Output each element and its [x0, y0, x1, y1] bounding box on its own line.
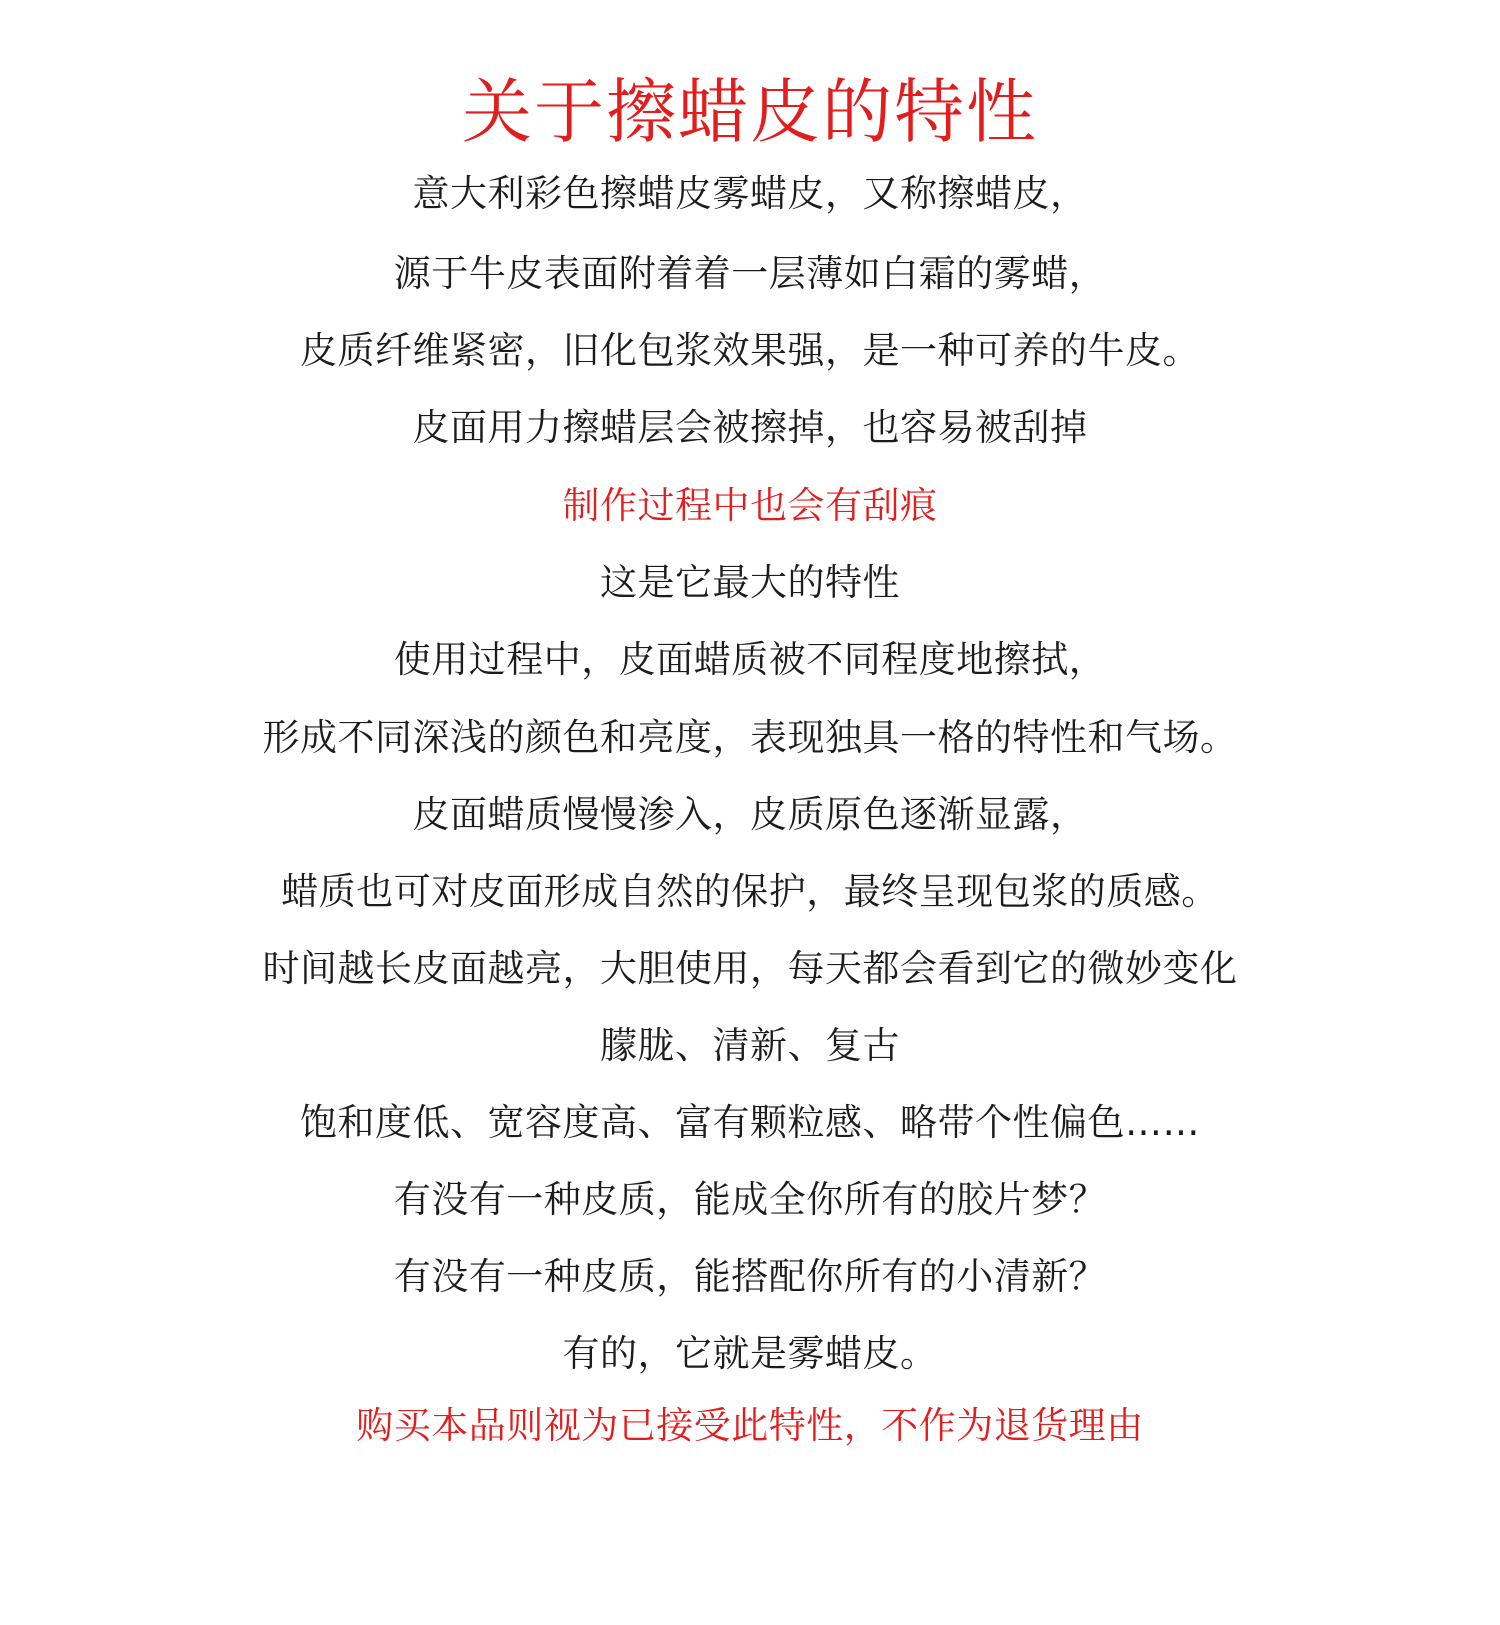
text-line: 皮面用力擦蜡层会被擦掉，也容易被刮掉: [412, 406, 1088, 449]
text-line: 朦胧、清新、复古: [600, 1024, 900, 1067]
text-line: 有的，它就是雾蜡皮。: [562, 1332, 938, 1375]
return-policy-notice: 购买本品则视为已接受此特性，不作为退货理由: [356, 1404, 1144, 1447]
text-line: 使用过程中，皮面蜡质被不同程度地擦拭，: [393, 638, 1107, 681]
text-line: 意大利彩色擦蜡皮雾蜡皮，又称擦蜡皮，: [412, 172, 1088, 215]
text-line: 饱和度低、宽容度高、富有颗粒感、略带个性偏色……: [300, 1101, 1200, 1144]
page-title: 关于擦蜡皮的特性: [462, 71, 1038, 153]
text-line: 形成不同深浅的颜色和亮度，表现独具一格的特性和气场。: [262, 716, 1238, 759]
text-line: 皮质纤维紧密，旧化包浆效果强，是一种可养的牛皮。: [300, 329, 1200, 372]
warning-line: 制作过程中也会有刮痕: [562, 484, 938, 527]
text-line: 有没有一种皮质，能成全你所有的胶片梦？: [393, 1178, 1107, 1221]
text-line: 皮面蜡质慢慢渗入，皮质原色逐渐显露，: [412, 793, 1088, 836]
text-line: 这是它最大的特性: [600, 561, 900, 604]
text-line: 时间越长皮面越亮，大胆使用，每天都会看到它的微妙变化: [262, 947, 1238, 990]
text-line: 蜡质也可对皮面形成自然的保护，最终呈现包浆的质感。: [281, 870, 1219, 913]
text-line: 有没有一种皮质，能搭配你所有的小清新？: [393, 1255, 1107, 1298]
text-line: 源于牛皮表面附着着一层薄如白霜的雾蜡，: [393, 252, 1107, 295]
